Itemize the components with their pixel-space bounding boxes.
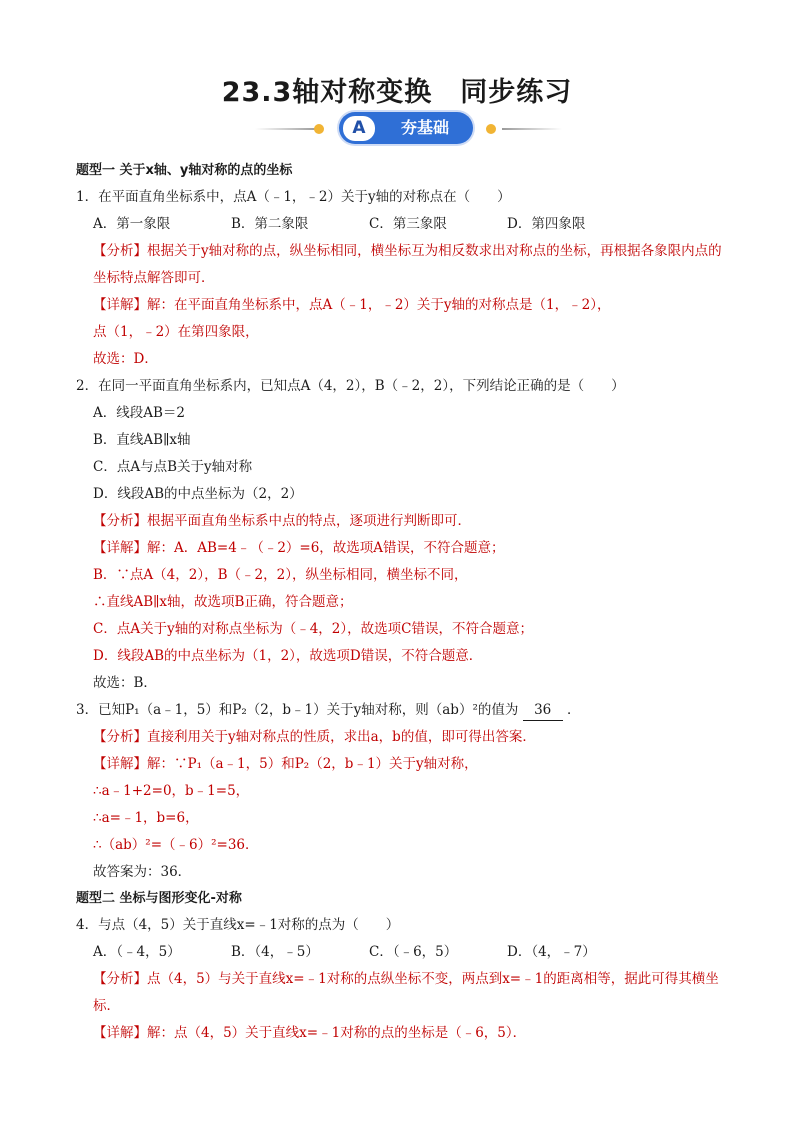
q1-stem: 1．在平面直角坐标系中，点A（﹣1，﹣2）关于y轴的对称点在（ ） [76, 189, 511, 205]
page-title: 23.3轴对称变换 同步练习 [221, 77, 573, 108]
section-heading-2: 题型二 坐标与图形变化-对称 [76, 891, 242, 906]
q1-analysis: 【分析】根据关于y轴对称的点，纵坐标相同，横坐标互为相反数求出对称点的坐标，再根据各象限内点的坐标特点解答即可． [93, 243, 722, 286]
q4-options [76, 939, 726, 966]
q3-stem-text: 3．已知P₁（a﹣1，5）和P₂（2，b﹣1）关于y轴对称，则（ab）²的值为 [76, 702, 519, 718]
q4-option-c: C．（﹣6，5） [369, 944, 458, 960]
q3-detail-4: ∴（ab）²=（﹣6）²=36． [93, 837, 259, 853]
q1-option-b: B．第二象限 [231, 216, 309, 232]
q3-answer: 故答案为：36． [93, 864, 192, 880]
q4-stem: 4．与点（4，5）关于直线x=﹣1对称的点为（ ） [76, 917, 400, 933]
q1-options [76, 211, 726, 238]
q2-option-a: A．线段AB＝2 [93, 405, 186, 421]
q2-detail-3: ∴直线AB∥x轴，故选项B正确，符合题意； [93, 594, 353, 610]
q2-detail-2: B．∵点A（4，2），B（﹣2，2），纵坐标相同，横坐标不同， [93, 567, 468, 583]
q4-option-a: A．（﹣4，5） [93, 944, 181, 960]
q1-option-a: A．第一象限 [93, 216, 171, 232]
section-badge [0, 112, 794, 146]
badge-right-line [502, 128, 562, 130]
document-body [76, 158, 726, 1047]
q2-stem: 2．在同一平面直角坐标系内，已知点A（4，2），B（﹣2，2），下列结论正确的是（ ） [76, 378, 625, 394]
q2-answer: 故选：B． [93, 675, 157, 691]
q3-stem [76, 697, 726, 724]
badge-text: 夯基础 [400, 118, 449, 137]
badge-right-dot-icon [486, 124, 496, 134]
q3-detail-2: ∴a﹣1+2=0，b﹣1=5， [93, 783, 250, 799]
q1-option-c: C．第三象限 [369, 216, 447, 232]
q4-option-d: D．（4，﹣7） [507, 944, 596, 960]
badge-left-line [255, 128, 317, 130]
section-heading-1: 题型一 关于x轴、y轴对称的点的坐标 [76, 163, 293, 178]
q3-answer-blank: 36 [523, 700, 563, 721]
q1-detail-1: 【详解】解：在平面直角坐标系中，点A（﹣1，﹣2）关于y轴的对称点是（1，﹣2）， [93, 297, 611, 313]
q2-analysis: 【分析】根据平面直角坐标系中点的特点，逐项进行判断即可． [93, 513, 471, 529]
q4-option-b: B．（4，﹣5） [231, 944, 319, 960]
q3-detail-1: 【详解】解：∵P₁（a﹣1，5）和P₂（2，b﹣1）关于y轴对称， [93, 756, 478, 772]
q3-analysis: 【分析】直接利用关于y轴对称点的性质，求出a，b的值，即可得出答案． [93, 729, 536, 745]
q2-detail-5: D．线段AB的中点坐标为（1，2），故选项D错误，不符合题意． [93, 648, 483, 664]
badge-letter: A [343, 116, 375, 141]
q1-detail-2: 点（1，﹣2）在第四象限， [93, 324, 259, 340]
q2-detail-1: 【详解】解：A．AB=4﹣（﹣2）=6，故选项A错误，不符合题意； [93, 540, 505, 556]
q3-detail-3: ∴a=﹣1，b=6， [93, 810, 199, 826]
q2-option-d: D．线段AB的中点坐标为（2，2） [93, 486, 303, 502]
q2-option-c: C．点A与点B关于y轴对称 [93, 459, 253, 475]
q4-detail-1: 【详解】解：点（4，5）关于直线x=﹣1对称的点的坐标是（﹣6，5）． [93, 1025, 527, 1041]
q1-detail-3: 故选：D． [93, 351, 158, 367]
q4-analysis: 【分析】点（4，5）与关于直线x=﹣1对称的点纵坐标不变，两点到x=﹣1的距离相等，据此可得其横坐标． [93, 971, 719, 1014]
badge-left-dot-icon [314, 124, 324, 134]
q3-stem-end: ． [566, 702, 581, 718]
q1-option-d: D．第四象限 [507, 216, 586, 232]
q2-option-b: B．直线AB∥x轴 [93, 432, 191, 448]
q2-detail-4: C．点A关于y轴的对称点坐标为（﹣4，2），故选项C错误，不符合题意； [93, 621, 533, 637]
